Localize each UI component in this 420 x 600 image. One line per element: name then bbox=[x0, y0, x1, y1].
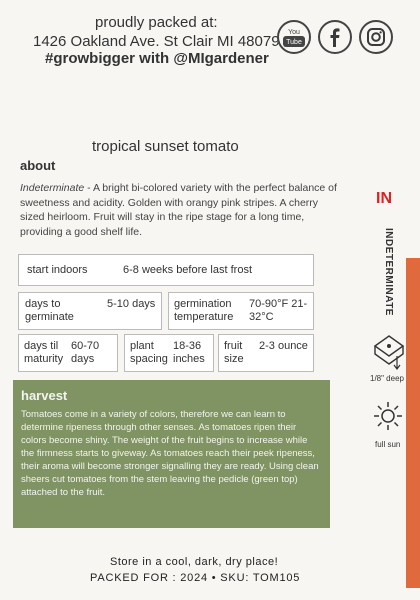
svg-text:You: You bbox=[288, 29, 300, 36]
about-heading: about bbox=[20, 158, 56, 173]
germination-temp-label: germination temperature bbox=[174, 298, 234, 323]
full-sun-label: full sun bbox=[375, 440, 401, 449]
harvest-text: Tomatoes come in a variety of colors, therefore we can learn to determine ripeness through other senses. As tomatoes ripen their colors become shiny. The weight of the fruit begins to increase while the firmness starts to giveway. As tomatoes reach their peek ripeness, their aroma will become stronger signalling they are ready. Using clean sheers cut tomatoes from the stem leaving the pedicle (green top) attached to the fruit. bbox=[21, 409, 319, 498]
days-germinate-value: 5-10 days bbox=[107, 298, 156, 310]
type-italic: Indeterminate bbox=[20, 182, 85, 194]
harvest-panel bbox=[13, 380, 330, 528]
start-indoors-box bbox=[18, 254, 314, 286]
plant-spacing-box bbox=[124, 334, 214, 372]
storage-note: Store in a cool, dark, dry place! bbox=[110, 556, 279, 568]
plant-spacing-label: plant spacing bbox=[130, 340, 168, 365]
days-germinate-label: days to germinate bbox=[25, 298, 74, 323]
indeterminate-code: IN bbox=[376, 190, 392, 207]
svg-text:Tube: Tube bbox=[286, 39, 302, 46]
hashtag: #growbigger with @MIgardener bbox=[45, 50, 269, 67]
address: 1426 Oakland Ave. St Clair MI 48079 bbox=[33, 33, 280, 50]
harvest-heading: harvest bbox=[21, 388, 68, 403]
seed-depth-label: 1/8" deep bbox=[370, 374, 404, 383]
start-indoors-value: 6-8 weeks before last frost bbox=[123, 264, 253, 276]
youtube-icon[interactable] bbox=[277, 20, 311, 54]
product-description bbox=[20, 181, 340, 239]
days-maturity-value: 60-70 days bbox=[71, 340, 100, 365]
tomato-photo-edge bbox=[406, 258, 420, 588]
fruit-size-label: fruit size bbox=[224, 340, 244, 365]
germination-temp-box bbox=[168, 292, 314, 330]
header bbox=[0, 0, 420, 80]
fruit-size-value: 2-3 ounce bbox=[259, 340, 308, 352]
days-germinate-box bbox=[18, 292, 162, 330]
start-indoors-label: start indoors bbox=[27, 264, 88, 276]
description-text: - A bright bi-colored variety with the perfect balance of sweetness and acidity. Golden with orangy pink stripes. A cherry sized heirloom. Fruit will stay in the ripe stage for a long time, providing a good shelf life. bbox=[20, 182, 337, 238]
seed-depth-icon bbox=[372, 332, 406, 377]
instagram-icon[interactable] bbox=[359, 20, 393, 54]
packed-for-sku: PACKED FOR : 2024 • SKU: TOM105 bbox=[90, 572, 301, 584]
packed-at-label: proudly packed at: bbox=[95, 14, 218, 31]
facebook-icon[interactable] bbox=[318, 20, 352, 54]
days-maturity-box bbox=[18, 334, 118, 372]
plant-spacing-value: 18-36 inches bbox=[173, 340, 205, 365]
germination-temp-value: 70-90°F 21-32°C bbox=[249, 298, 308, 323]
fruit-size-box bbox=[218, 334, 314, 372]
indeterminate-label: INDETERMINATE bbox=[383, 228, 394, 316]
days-maturity-label: days til maturity bbox=[24, 340, 64, 365]
product-title: tropical sunset tomato bbox=[92, 138, 239, 155]
full-sun-icon bbox=[372, 400, 404, 437]
